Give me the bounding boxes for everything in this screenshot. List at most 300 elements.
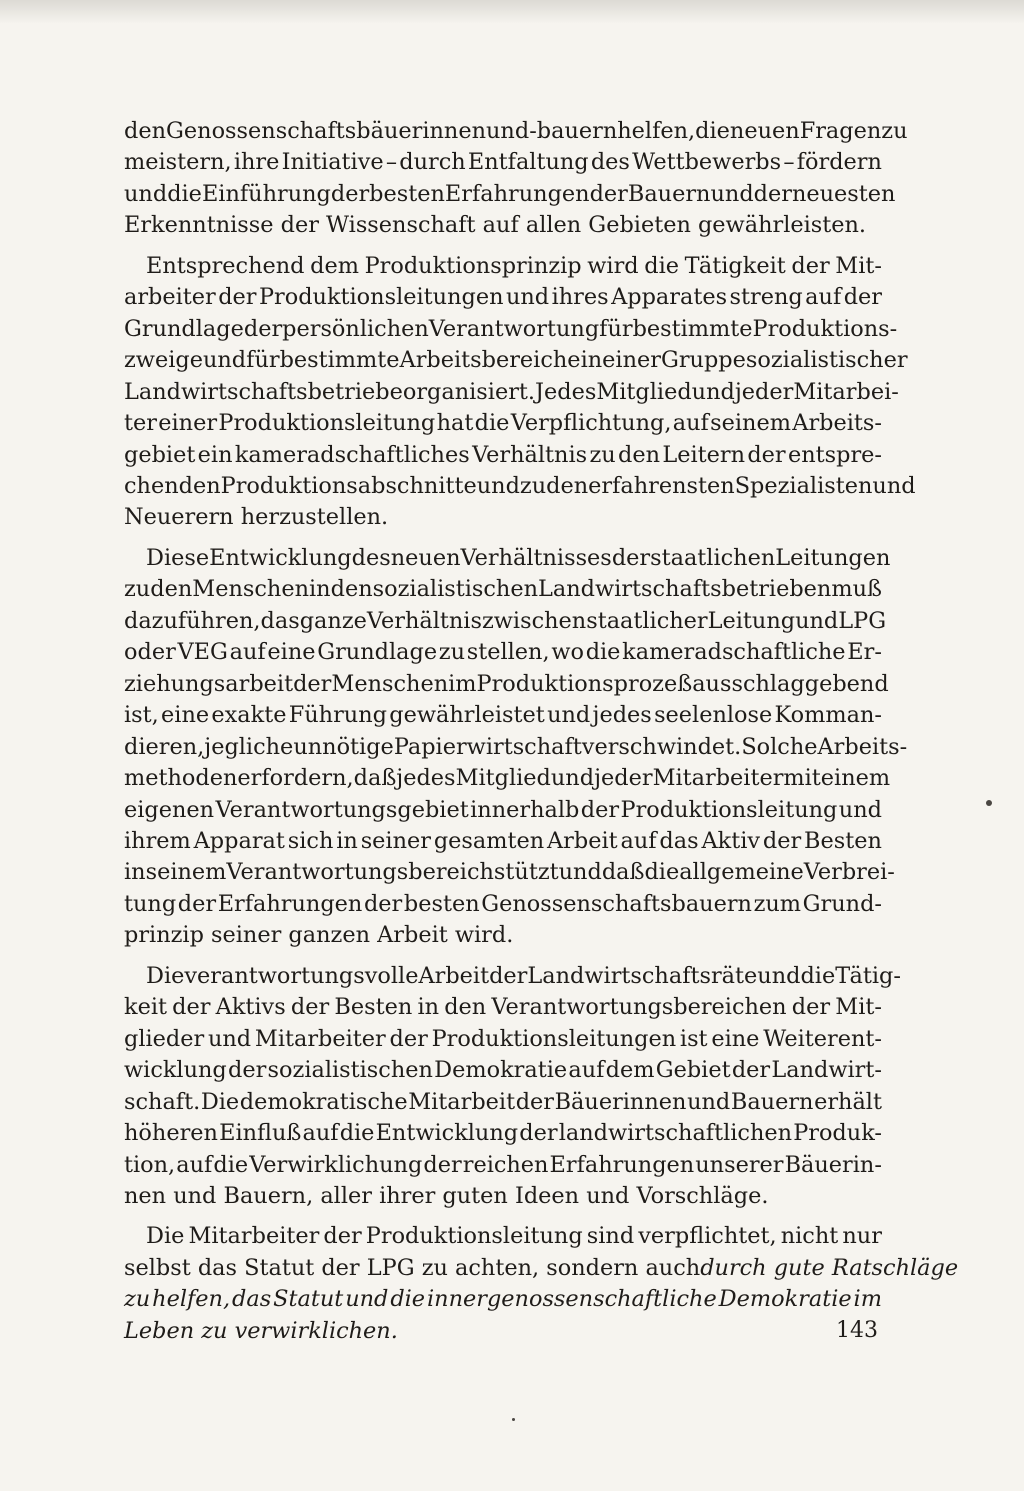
word: -bauern — [529, 118, 618, 144]
word: chenden — [124, 472, 221, 499]
word: meistern, — [124, 149, 232, 176]
word: innerhalb — [470, 796, 580, 823]
text-line — [124, 1024, 882, 1055]
word: organisiert. — [402, 378, 536, 405]
word: seiner — [360, 827, 431, 854]
word: Mitarbeit — [408, 1088, 516, 1115]
word: Mitglied — [596, 378, 692, 405]
word: das — [232, 1286, 272, 1313]
word: die — [644, 252, 679, 279]
word: Bäuerinnen — [554, 1088, 687, 1115]
word: wird — [587, 252, 639, 279]
word: Tätigkeit — [684, 252, 786, 279]
word: Verantwortungsgebiet — [215, 796, 469, 823]
word: demokratische — [239, 1088, 408, 1115]
word: Demokratie — [718, 1286, 852, 1313]
word: neuen — [729, 118, 800, 144]
word: Landwirtschaftsbetriebe — [124, 378, 403, 405]
word: Arbeits- — [817, 733, 908, 760]
word: der — [747, 441, 786, 468]
word: Menschen — [331, 670, 449, 697]
word: Besten — [334, 994, 413, 1021]
word: der — [489, 962, 528, 989]
word: daß — [601, 859, 645, 886]
word: ihre — [233, 149, 280, 176]
word: Weiterent- — [763, 1025, 882, 1052]
word: Produktionsprinzip — [364, 252, 582, 279]
word: die — [644, 859, 680, 886]
text-line — [124, 1150, 882, 1181]
word: Verhältnisses — [460, 544, 612, 571]
word: Solche — [741, 733, 818, 760]
paragraph — [124, 1221, 959, 1347]
word: Produktionsleitung — [365, 1223, 583, 1250]
paragraph — [124, 251, 916, 534]
text-line — [124, 889, 882, 920]
word: und — [691, 378, 735, 405]
word: eine — [161, 702, 210, 729]
word: oder — [124, 639, 176, 666]
word: Produktions- — [752, 315, 898, 342]
text-line — [124, 345, 908, 376]
word: Arbeit — [547, 827, 618, 854]
word: Leitung — [707, 607, 796, 634]
word: Wettbewerbs — [632, 149, 782, 176]
text-line: prinzip seiner ganzen Arbeit wird. — [124, 922, 514, 949]
word: der — [515, 1088, 554, 1115]
word: für — [246, 347, 280, 374]
word: VEG — [177, 639, 228, 666]
word: der — [753, 180, 792, 207]
word: sind — [586, 1223, 635, 1250]
word: und — [558, 859, 602, 886]
word: Diese — [146, 544, 210, 571]
word: Grund- — [802, 890, 882, 917]
word: im — [448, 670, 477, 697]
word: helfen, — [152, 1286, 231, 1313]
word: der — [323, 1223, 362, 1250]
text-line — [124, 574, 882, 605]
word: Tätig- — [835, 962, 901, 989]
word: jeder — [594, 765, 653, 792]
word: gewährleistet — [389, 702, 545, 729]
word: Aktiv — [701, 827, 761, 854]
text-line — [124, 179, 896, 210]
word: muß — [831, 576, 882, 603]
word: Er- — [847, 639, 882, 666]
word: zu — [589, 441, 616, 468]
paragraph — [124, 543, 908, 952]
word: der — [243, 315, 283, 342]
word: gebiet — [124, 441, 196, 468]
text-line — [124, 314, 898, 345]
word: helfen, — [617, 118, 696, 144]
word: fördern — [796, 149, 882, 176]
word: Produktionsabschnitte — [220, 472, 477, 499]
scan-speck — [986, 800, 992, 806]
word: der — [228, 1057, 267, 1084]
text-line — [124, 637, 882, 668]
word: ist, — [124, 702, 159, 729]
word: verantwortungsvolle — [184, 962, 419, 989]
word: Genossenschaftsbäuerinnen — [166, 118, 487, 144]
text-line — [124, 440, 882, 471]
word: und — [202, 347, 247, 374]
word: Einfluß — [219, 1120, 302, 1147]
word: Produk- — [793, 1120, 882, 1147]
word: der — [843, 284, 882, 311]
word: dem — [605, 1057, 655, 1084]
word: Mit- — [835, 994, 882, 1021]
word: entspre- — [787, 441, 882, 468]
word: der — [177, 890, 217, 917]
word: der — [791, 994, 831, 1021]
text-line — [124, 251, 882, 282]
text-line — [124, 1087, 882, 1118]
word: zu — [881, 118, 908, 144]
word: seinem — [145, 859, 227, 886]
word: dieren, — [124, 733, 205, 760]
word: Verhältnis — [472, 441, 588, 468]
word: bestimmte — [632, 315, 753, 342]
word: zweige — [124, 347, 203, 374]
word: Verwirklichung — [249, 1151, 423, 1178]
word: Besten — [804, 827, 882, 854]
text-line — [124, 606, 887, 637]
word: erhält — [814, 1088, 882, 1115]
word: sozialistischen — [372, 576, 539, 603]
word: Erfahrungen — [444, 180, 590, 207]
word: wo — [551, 639, 584, 666]
word: Bauern — [627, 180, 711, 207]
paragraph-gap — [124, 1212, 882, 1221]
word: Arbeit — [418, 962, 490, 989]
text-line — [124, 147, 882, 178]
word: in — [309, 576, 331, 603]
word: daß — [353, 765, 397, 792]
word: höheren — [124, 1120, 218, 1147]
word: und — [872, 472, 916, 499]
word: tung — [124, 890, 177, 917]
word: sozialistischen — [267, 1057, 433, 1084]
word: verschwindet. — [581, 733, 742, 760]
text-line: Leben zu verwirklichen. — [124, 1317, 398, 1344]
word: Verantwortungsbereichen — [491, 994, 787, 1021]
word: der — [389, 1025, 428, 1052]
word: und — [710, 180, 754, 207]
word: Die — [146, 962, 185, 989]
text-line — [124, 763, 891, 794]
word: kameradschaftliches — [234, 441, 470, 468]
word: methoden — [124, 765, 238, 792]
word: ist — [679, 1025, 708, 1052]
line-text-italic: durch gute Ratschläge — [700, 1254, 959, 1281]
word: Mitarbeiter — [188, 1223, 320, 1250]
word: der — [290, 994, 330, 1021]
word: landwirtschaftlichen — [558, 1120, 793, 1147]
word: ausschlaggebend — [692, 670, 889, 697]
word: und — [345, 1286, 389, 1313]
word: Produktionsleitung — [620, 796, 838, 823]
word: der — [172, 994, 211, 1021]
word: Landwirt- — [771, 1057, 882, 1084]
word: Mitglied — [455, 765, 551, 792]
word: auf — [229, 639, 266, 666]
word: der — [218, 284, 257, 311]
word: Gebiet — [655, 1057, 731, 1084]
word: kameradschaftliche — [622, 639, 846, 666]
word: glieder — [124, 1025, 205, 1052]
text-line — [124, 377, 899, 408]
text-line: nen und Bauern, aller ihrer guten Ideen und Vorschläge. — [124, 1182, 769, 1209]
word: persönlichen — [282, 315, 429, 342]
word: die — [390, 1286, 426, 1313]
word: Verbrei- — [803, 859, 895, 886]
word: Spezialisten — [734, 472, 873, 499]
word: exakte — [211, 702, 287, 729]
word: und — [795, 607, 839, 634]
word: Verantwortung — [428, 315, 600, 342]
word: eigenen — [124, 796, 215, 823]
word: Landwirtschaftsräte — [527, 962, 758, 989]
text-line — [124, 669, 889, 700]
word: der — [731, 1057, 771, 1084]
word: der — [363, 890, 403, 917]
word: Erfahrungen — [549, 1151, 695, 1178]
text-line — [124, 1118, 882, 1149]
word: Papierwirtschaft — [393, 733, 582, 760]
text-line — [124, 116, 908, 147]
word: im — [853, 1286, 882, 1313]
word: Mitarbei- — [793, 378, 899, 405]
word: Erfahrungen — [217, 890, 363, 917]
word: – — [783, 149, 795, 176]
word: reichen — [462, 1151, 549, 1178]
word: Landwirtschaftsbetrieben — [538, 576, 832, 603]
word: jegliche — [204, 733, 294, 760]
word: zu — [124, 576, 151, 603]
word: Mit- — [835, 252, 882, 279]
word: und — [124, 180, 168, 207]
word: Mitarbeiter — [254, 1025, 386, 1052]
word: Verpflichtung, — [510, 410, 672, 437]
word: seinem — [710, 410, 791, 437]
word: der — [611, 544, 651, 571]
word: die — [800, 962, 836, 989]
word: Verantwortungsbereich — [226, 859, 494, 886]
word: dem — [310, 252, 359, 279]
word: erfahrensten — [588, 472, 735, 499]
word: arbeiter — [124, 284, 216, 311]
word: der — [589, 180, 628, 207]
text-line — [124, 543, 891, 574]
word: Fragen — [799, 118, 882, 144]
word: einem — [820, 765, 891, 792]
text-line — [124, 1221, 882, 1252]
word: die — [585, 639, 621, 666]
word: tion, — [124, 1151, 176, 1178]
scan-speck — [512, 1418, 515, 1421]
word: Entwicklung — [209, 544, 352, 571]
word: und — [838, 796, 882, 823]
word: Die — [200, 1088, 240, 1115]
word: und — [550, 765, 595, 792]
word: Produktionsleitungen — [258, 284, 504, 311]
text-line — [124, 961, 901, 992]
word: Entwicklung — [375, 1120, 519, 1147]
word: in — [336, 827, 358, 854]
word: ter — [124, 410, 157, 437]
word: ein — [197, 441, 233, 468]
word: schaft. — [124, 1088, 201, 1115]
word: durch — [399, 149, 466, 176]
word: den — [330, 576, 373, 603]
word: Bäuerin- — [784, 1151, 882, 1178]
word: die — [213, 1151, 249, 1178]
word: zu — [124, 1286, 151, 1313]
word: führen, — [177, 607, 261, 634]
word: Komman- — [774, 702, 882, 729]
word: den — [124, 118, 167, 144]
word: der — [791, 252, 830, 279]
paragraph-gap — [124, 534, 882, 543]
word: Produktionsleitungen — [431, 1025, 677, 1052]
body-text — [124, 116, 959, 1347]
word: und — [547, 702, 591, 729]
word: Entsprechend — [146, 252, 305, 279]
word: Produktionsleitung — [218, 410, 436, 437]
word: Demokratie — [434, 1057, 568, 1084]
word: in — [580, 347, 603, 374]
paragraph-gap — [124, 242, 882, 251]
paragraph-gap — [124, 952, 882, 961]
word: LPG — [838, 607, 887, 634]
word: streng — [729, 284, 803, 311]
word: zu — [519, 472, 547, 499]
word: ziehungsarbeit — [124, 670, 294, 697]
word: besten — [369, 180, 445, 207]
text-line — [124, 732, 908, 763]
text-line — [124, 826, 882, 857]
word: die — [695, 118, 730, 144]
word: Die — [146, 1223, 185, 1250]
text-line: Neuerern herzustellen. — [124, 504, 389, 531]
word: und — [476, 472, 520, 499]
word: jedes — [396, 765, 456, 792]
paragraph — [124, 116, 908, 242]
word: einer — [602, 347, 661, 374]
word: Grundlage — [124, 315, 244, 342]
word: stützt — [493, 859, 559, 886]
word: staatlichen — [650, 544, 776, 571]
word: Aktivs — [215, 994, 286, 1021]
word: und — [687, 1088, 731, 1115]
word: den — [546, 472, 589, 499]
word: des — [590, 149, 630, 176]
word: zum — [753, 890, 802, 917]
word: und — [486, 118, 530, 144]
word: unserer — [695, 1151, 784, 1178]
word: staatlicher — [586, 607, 708, 634]
word: innergenossenschaftliche — [427, 1286, 717, 1313]
word: und — [505, 284, 550, 311]
word: neuesten — [791, 180, 896, 207]
word: Einführung — [201, 180, 331, 207]
word: Apparates — [611, 284, 728, 311]
word: auf — [672, 410, 709, 437]
text-line — [124, 282, 882, 313]
text-line — [124, 1253, 959, 1284]
word: den — [150, 576, 193, 603]
word: den — [618, 441, 661, 468]
word: auf — [568, 1057, 605, 1084]
word: und — [207, 1025, 252, 1052]
page-number: 143 — [836, 1318, 878, 1343]
word: Apparat — [193, 827, 285, 854]
text-line — [124, 700, 882, 731]
word: gesamten — [433, 827, 545, 854]
word: Menschen — [192, 576, 309, 603]
word: stellen, — [466, 639, 550, 666]
word: ihrem — [124, 827, 191, 854]
word: einer — [158, 410, 218, 437]
word: das — [659, 827, 699, 854]
word: die — [339, 1120, 375, 1147]
word: der — [293, 670, 332, 697]
text-line — [124, 992, 882, 1023]
word: jeder — [734, 378, 794, 405]
word: zwischen — [481, 607, 587, 634]
word: neuen — [390, 544, 461, 571]
word: für — [599, 315, 633, 342]
word: Gruppe — [660, 347, 746, 374]
word: – — [385, 149, 398, 176]
word: die — [167, 180, 202, 207]
word: besten — [403, 890, 480, 917]
word: der — [519, 1120, 558, 1147]
word: ganze — [299, 607, 367, 634]
word: die — [474, 410, 510, 437]
word: unnötige — [293, 733, 394, 760]
word: nur — [842, 1223, 882, 1250]
word: Grundlage — [317, 639, 438, 666]
word: Bauern — [730, 1088, 814, 1115]
word: sozialistischer — [745, 347, 908, 374]
word: Arbeits- — [792, 410, 882, 437]
word: das — [260, 607, 300, 634]
word: eine — [711, 1025, 760, 1052]
word: der — [423, 1151, 462, 1178]
word: des — [351, 544, 391, 571]
word: erfordern, — [237, 765, 354, 792]
word: Arbeitsbereiche — [399, 347, 581, 374]
text-line — [124, 795, 882, 826]
word: seelenlose — [654, 702, 773, 729]
text-line — [124, 408, 882, 439]
word: der — [330, 180, 370, 207]
word: auf — [805, 284, 842, 311]
word: Jedes — [535, 378, 597, 405]
word: Statut — [273, 1286, 344, 1313]
word: keit — [124, 994, 167, 1021]
word: in — [124, 859, 146, 886]
word: verpflichtet, — [638, 1223, 777, 1250]
word: Leitungen — [775, 544, 891, 571]
word: Führung — [288, 702, 387, 729]
word: Leitern — [662, 441, 746, 468]
word: Verhältnis — [366, 607, 482, 634]
word: allgemeine — [679, 859, 804, 886]
